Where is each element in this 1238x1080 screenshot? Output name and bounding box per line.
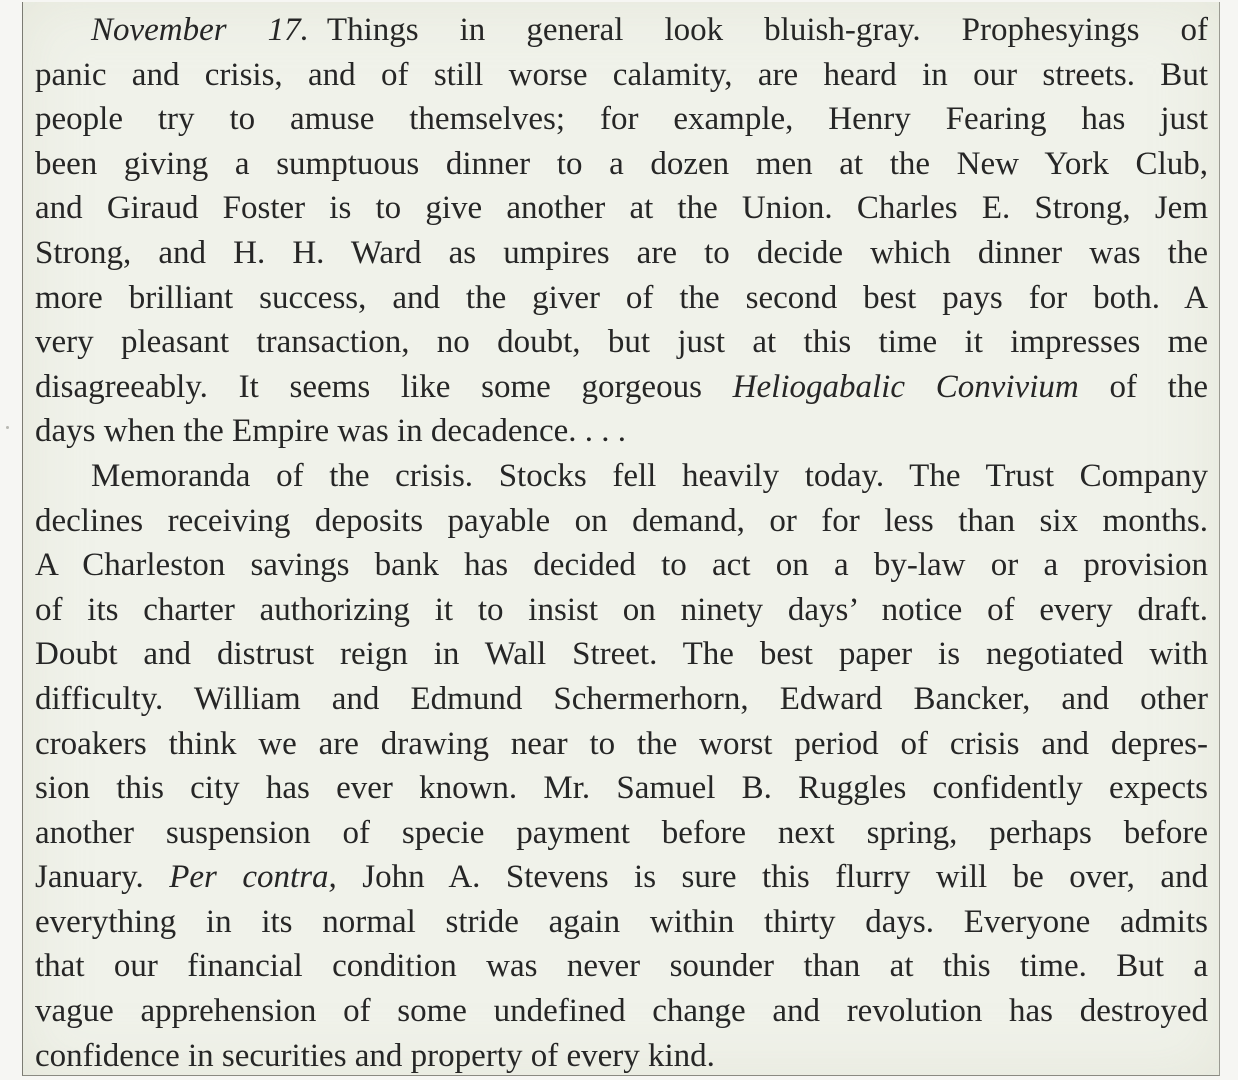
paragraph-2-line-3: A Charleston savings bank has decided to act on a by-law or a provision bbox=[35, 547, 1208, 584]
italic-phrase: Per contra, bbox=[169, 859, 337, 896]
paragraph-2-line-7: croakers think we are drawing near to the worst period of crisis and depres- bbox=[35, 725, 1208, 762]
paragraph-1-line-2: panic and crisis, and of still worse calamity, are heard in our streets. But bbox=[35, 56, 1208, 93]
line-text: disagreeably. It seems like some gorgeous bbox=[35, 368, 702, 405]
paragraph-2-line-8: sion this city has ever known. Mr. Samuel B. Ruggles confidently expects bbox=[35, 770, 1208, 807]
paragraph-2-line-11: everything in its normal stride again within thirty days. Everyone admits bbox=[35, 903, 1208, 940]
paragraph-1-line-8: very pleasant transaction, no doubt, but just at this time it impresses me bbox=[35, 324, 1208, 361]
paragraph-2-line-13: vague apprehension of some undefined change and revolution has destroyed bbox=[35, 993, 1208, 1030]
diary-entry-text bbox=[35, 8, 1208, 1078]
paragraph-1-line-9 bbox=[35, 365, 1208, 410]
paragraph-2-line-14: confidence in securities and property of every kind. bbox=[35, 1037, 715, 1074]
paragraph-2-line-1: Memoranda of the crisis. Stocks fell heavily today. The Trust Company bbox=[91, 457, 1208, 494]
line-text: January. bbox=[35, 859, 144, 896]
paragraph-2-line-9: another suspension of specie payment before next spring, perhaps before bbox=[35, 814, 1208, 851]
italic-phrase: Heliogabalic Convivium bbox=[732, 368, 1079, 405]
paragraph-1-line-3: people try to amuse themselves; for example, Henry Fearing has just bbox=[35, 101, 1208, 138]
paragraph-2-line-5: Doubt and distrust reign in Wall Street. The best paper is negotiated with bbox=[35, 636, 1208, 673]
line-text: Things in general look bluish-gray. Prophesyings of bbox=[326, 12, 1208, 48]
paragraph-2-line-4: of its charter authorizing it to insist on ninety days’ notice of every draft. bbox=[35, 591, 1208, 628]
paragraph-1-line-4: been giving a sumptuous dinner to a dozen men at the New York Club, bbox=[35, 145, 1208, 182]
paper-speck bbox=[6, 426, 9, 429]
paragraph-2-line-2: declines receiving deposits payable on demand, or for less than six months. bbox=[35, 502, 1208, 539]
paragraph-2-line-10 bbox=[35, 855, 1208, 900]
newspaper-clipping bbox=[22, 2, 1220, 1076]
paragraph-2-line-12: that our financial condition was never sounder than at this time. But a bbox=[35, 948, 1208, 985]
paragraph-2-line-6: difficulty. William and Edmund Schermerhorn, Edward Bancker, and other bbox=[35, 680, 1208, 717]
paragraph-1-line-6: Strong, and H. H. Ward as umpires are to decide which dinner was the bbox=[35, 234, 1208, 271]
paragraph-1-line-7: more brilliant success, and the giver of the second best pays for both. A bbox=[35, 279, 1208, 316]
line-text: of the bbox=[1109, 368, 1209, 405]
paragraph-1-line-5: and Giraud Foster is to give another at the Union. Charles E. Strong, Jem bbox=[35, 190, 1208, 227]
entry-date: November 17. bbox=[91, 12, 309, 48]
line-text: John A. Stevens is sure this flurry will be over, and bbox=[362, 859, 1209, 896]
paragraph-1-line-1 bbox=[35, 8, 1208, 53]
paragraph-1-line-10: days when the Empire was in decadence. . . . bbox=[35, 413, 627, 450]
